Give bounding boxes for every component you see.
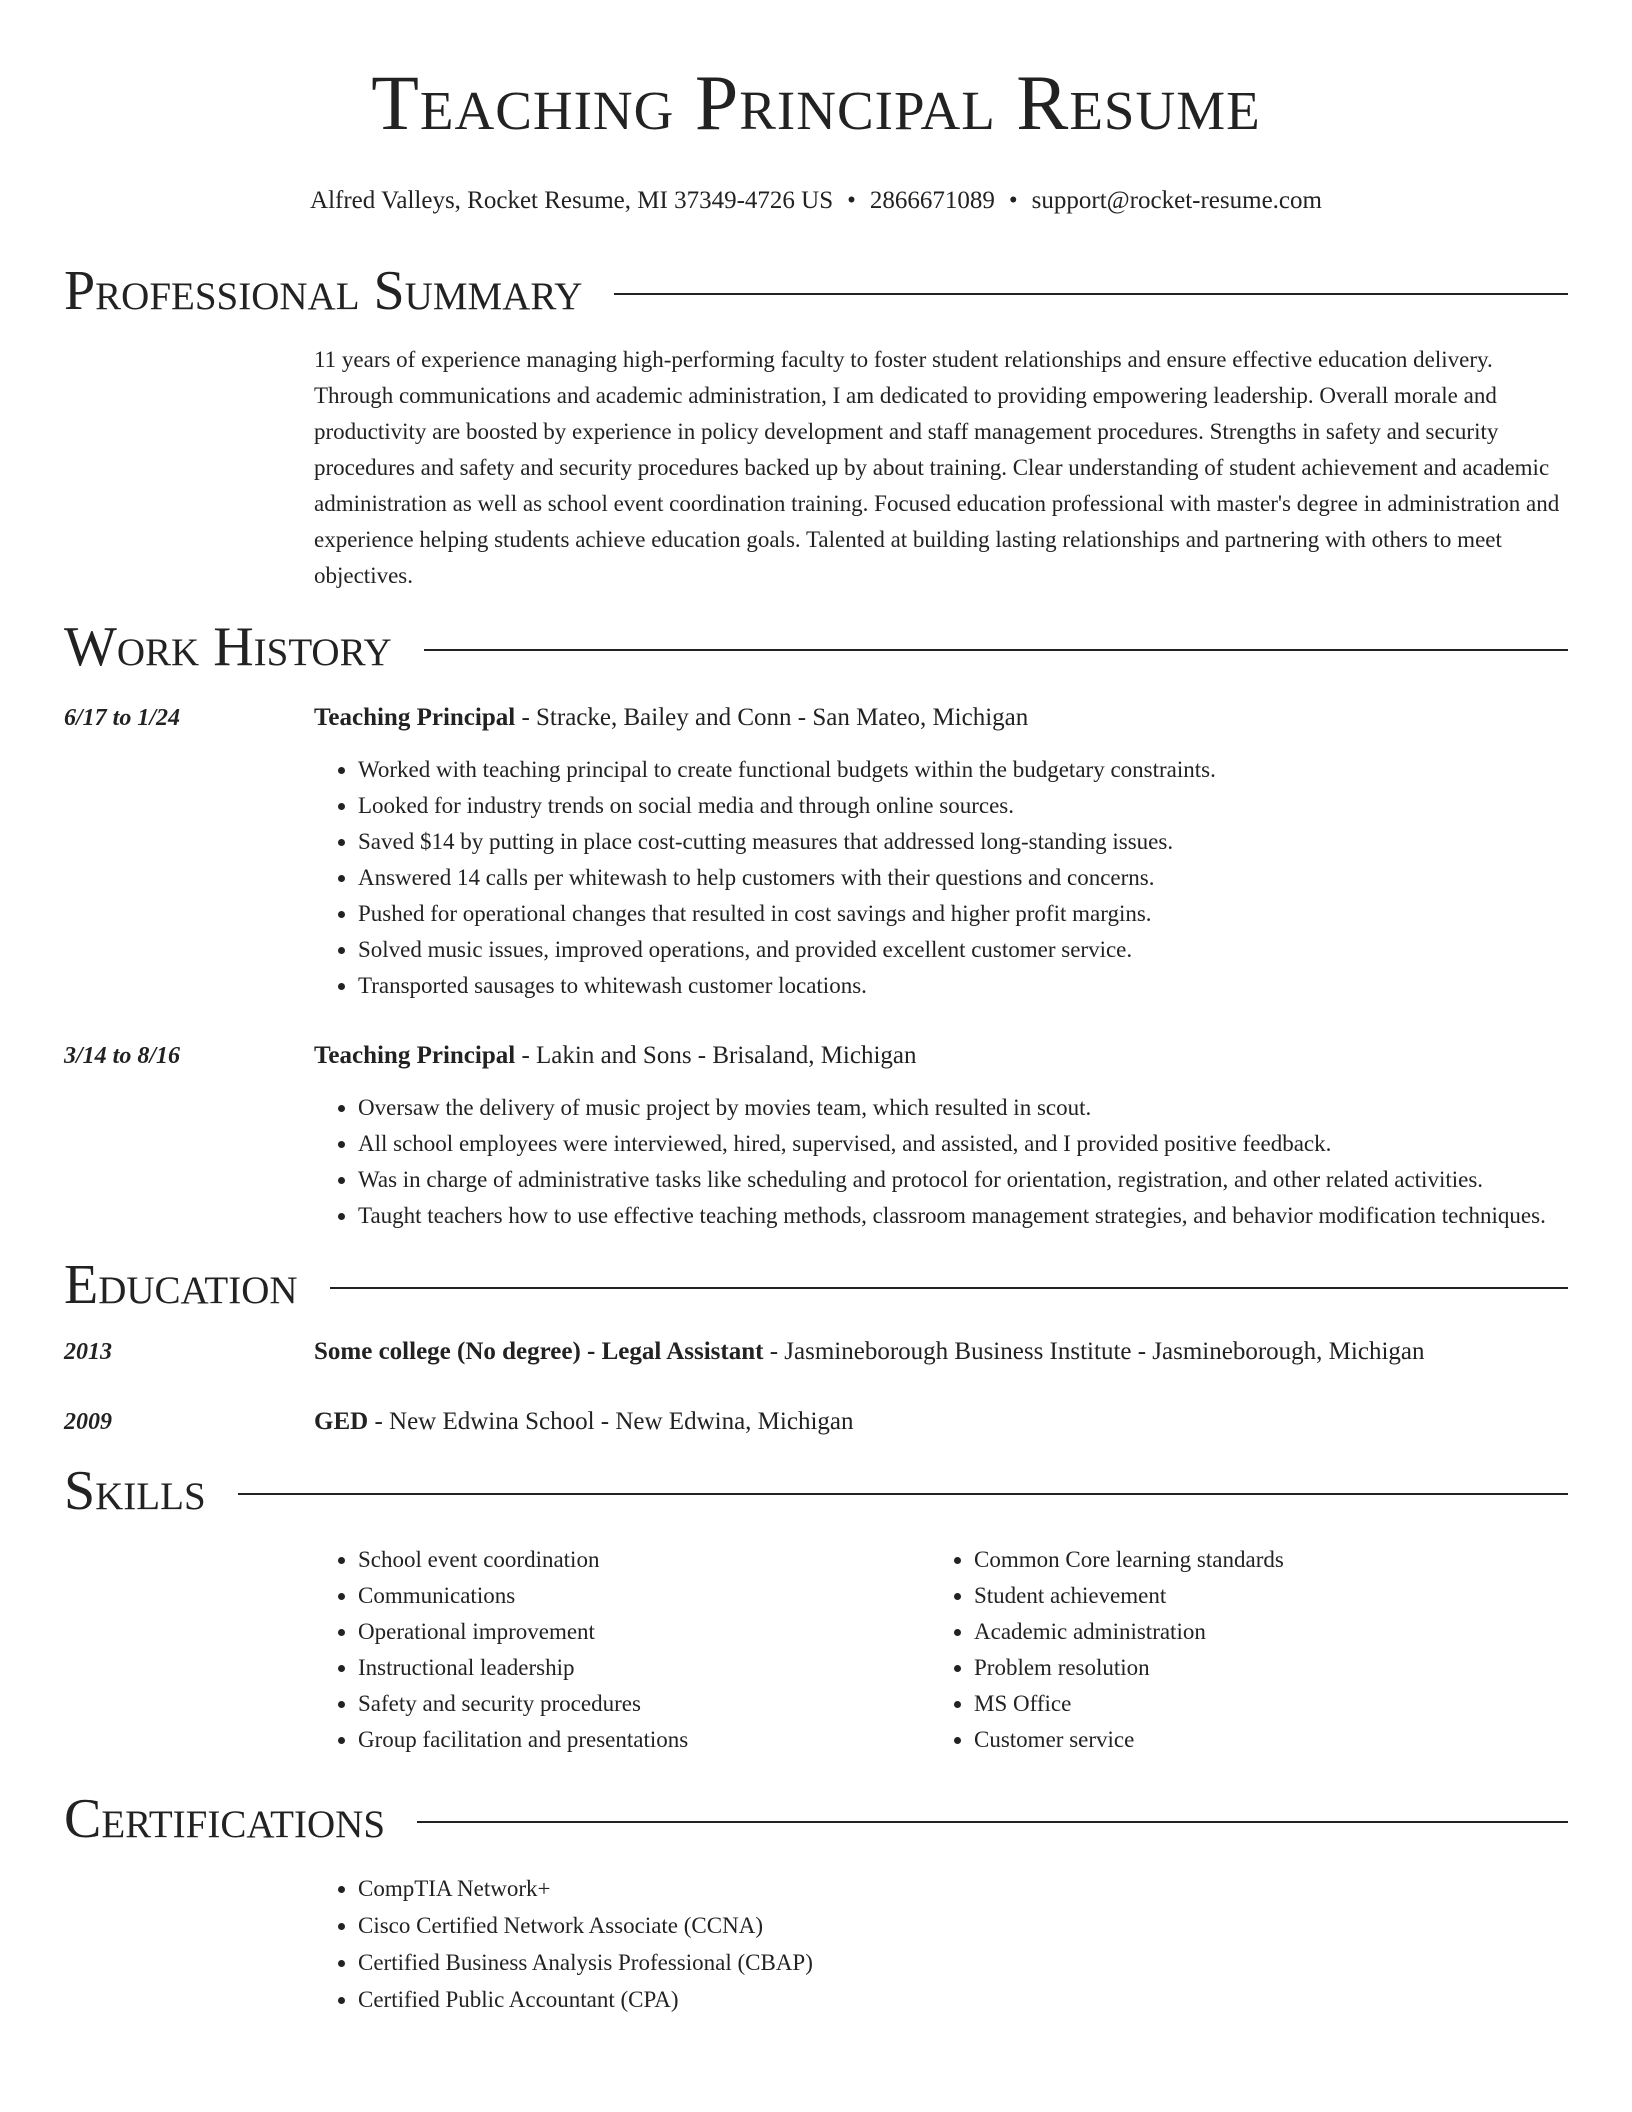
education-degree: Some college (No degree) - Legal Assistant [314,1338,764,1365]
list-item: • All school employees were interviewed, hired, supervised, and assisted, and I provided positive feedback. [358,1126,1568,1162]
section-divider [417,1821,1568,1823]
list-item: • Cisco Certified Network Associate (CCNA) [358,1907,1568,1944]
list-item: • Group facilitation and presentations [358,1722,930,1758]
section-header-skills [64,1460,1568,1522]
list-item: • Answered 14 calls per whitewash to help customers with their questions and concerns. [358,860,1568,896]
list-item: • Worked with teaching principal to create functional budgets within the budgetary constraints. [358,752,1568,788]
contact-line [64,186,1568,216]
list-item: • Certified Public Accountant (CPA) [358,1981,1568,2018]
list-item: • Problem resolution [974,1650,1546,1686]
education-details: - Jasmineborough Business Institute - Jasmineborough, Michigan [763,1338,1425,1365]
section-title-skills: Skills [64,1460,206,1522]
contact-separator: • [1008,187,1018,214]
section-header-education [64,1254,1568,1316]
resume-title: Teaching Principal Resume [371,59,1261,146]
education-details: - New Edwina School - New Edwina, Michigan [368,1408,854,1435]
contact-separator: • [847,187,856,214]
job-title: Teaching Principal [314,704,516,731]
section-header-work-history [64,616,1568,678]
list-item: • Communications [358,1578,930,1614]
list-item: • CompTIA Network+ [358,1870,1568,1907]
work-entry [64,1038,1568,1234]
list-item: • Academic administration [974,1614,1546,1650]
work-dates: 6/17 to 1/24 [64,705,181,731]
list-item: • Customer service [974,1722,1546,1758]
work-content [314,1038,1568,1234]
list-item: • Looked for industry trends on social media and through online sources. [358,788,1568,824]
list-item: • Instructional leadership [358,1650,930,1686]
list-item: • Certified Business Analysis Professional (CBAP) [358,1944,1568,1981]
list-item: • Transported sausages to whitewash customer locations. [358,968,1568,1004]
skills-grid [314,1542,1568,1758]
section-title-education: Education [64,1254,298,1316]
education-year: 2009 [64,1409,112,1435]
list-item: • Was in charge of administrative tasks like scheduling and protocol for orientation, registration, and other related activities. [358,1162,1568,1198]
list-item: • School event coordination [358,1542,930,1578]
skills-column-right [930,1542,1546,1758]
certifications-items [314,1870,1568,2018]
contact-address: Alfred Valleys, Rocket Resume, MI 37349-4726 US [310,187,834,214]
section-divider [330,1287,1568,1289]
work-entry [64,700,1568,1004]
job-details: - Stracke, Bailey and Conn - San Mateo, Michigan [515,704,1029,731]
skills-column-left [314,1542,930,1758]
list-item: • Safety and security procedures [358,1686,930,1722]
section-divider [424,649,1568,651]
certifications-list [314,1870,1568,2018]
list-item: • Pushed for operational changes that resulted in cost savings and higher profit margins. [358,896,1568,932]
section-divider [614,293,1568,295]
contact-email: support@rocket-resume.com [1031,187,1322,214]
section-divider [238,1493,1568,1495]
section-title-summary: Professional Summary [64,260,583,322]
section-title-work-history: Work History [64,616,392,678]
work-dates: 3/14 to 8/16 [64,1043,181,1069]
contact-phone: 2866671089 [869,187,995,214]
education-degree: GED [314,1408,369,1435]
work-heading [314,700,1568,736]
work-bullets [314,752,1568,1004]
work-content [314,700,1568,1004]
work-bullets [314,1090,1568,1234]
education-entry [64,1334,1568,1370]
list-item: • Taught teachers how to use effective teaching methods, classroom management strategies, and behavior modification techniques. [358,1198,1568,1234]
list-item: • Saved $14 by putting in place cost-cutting measures that addressed long-standing issues. [358,824,1568,860]
summary-text: 11 years of experience managing high-performing faculty to foster student relationships and ensure effective education delivery. Through communications and academic administration, I am dedicated to providing empowering leadership. Overall morale and productivity are boosted by experience in policy development and staff management procedures. Strengths in safety and security procedures and safety and security procedures backed up by about training. Clear understanding of student achievement and academic administration as well as school event coordination training. Focused education professional with master's degree in administration and experience helping students achieve education goals. Talented at building lasting relationships and partnering with others to meet objectives. [314,347,1560,588]
section-title-certifications: Certifications [64,1788,386,1850]
job-title: Teaching Principal [314,1042,516,1069]
list-item: • Common Core learning standards [974,1542,1546,1578]
list-item: • Student achievement [974,1578,1546,1614]
list-item: • Oversaw the delivery of music project by movies team, which resulted in scout. [358,1090,1568,1126]
list-item: • Solved music issues, improved operations, and provided excellent customer service. [358,932,1568,968]
work-heading [314,1038,1568,1074]
education-entry [64,1404,1568,1440]
section-header-certifications [64,1788,1568,1850]
education-heading [314,1334,1568,1370]
list-item: • Operational improvement [358,1614,930,1650]
education-heading [314,1404,1568,1440]
section-header-summary [64,260,1568,322]
education-year: 2013 [64,1339,112,1365]
job-details: - Lakin and Sons - Brisaland, Michigan [515,1042,917,1069]
list-item: • MS Office [974,1686,1546,1722]
